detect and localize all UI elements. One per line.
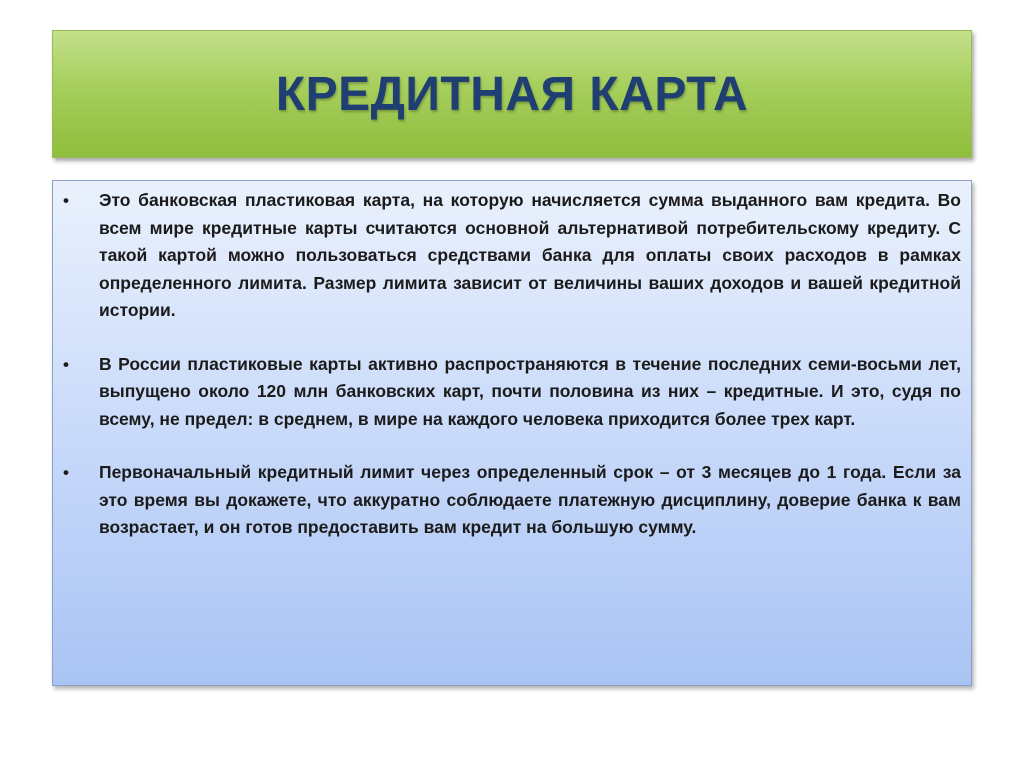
bullet-text: В России пластиковые карты активно распространяются в течение последних семи-восьми лет, выпущено около 120 млн банковских карт, почти половина из них – кредитные. И это, судя по всему, не предел: в среднем, в мире на каждого человека приходится более трех карт. — [99, 353, 961, 429]
bullet-item-3 — [63, 459, 961, 542]
bullet-dot-icon: • — [63, 191, 69, 210]
bullet-dot-icon: • — [63, 354, 69, 374]
bullet-item-2 — [63, 351, 961, 434]
bullet-text: Первоначальный кредитный лимит через определенный срок – от 3 месяцев до 1 года. Если за это время вы докажете, что аккуратно соблюдаете платежную дисциплину, доверие банка к вам возрастает, и он готов предоставить вам кредит на большую сумму. — [99, 462, 961, 537]
bullet-item-1 — [63, 187, 961, 325]
bullet-dot-icon: • — [63, 463, 69, 482]
title-banner — [52, 30, 972, 158]
content-panel — [52, 180, 972, 686]
slide-title: КРЕДИТНАЯ КАРТА — [275, 67, 749, 121]
bullet-text: Это банковская пластиковая карта, на которую начисляется сумма выданного вам кредита. Во всем мире кредитные карты считаются основной альтернативой потребительскому кредиту. С такой картой можно пользоваться средствами банка для оплаты своих расходов в рамках определенного лимита. Размер лимита зависит от величины ваших доходов и вашей кредитной истории. — [99, 190, 961, 320]
